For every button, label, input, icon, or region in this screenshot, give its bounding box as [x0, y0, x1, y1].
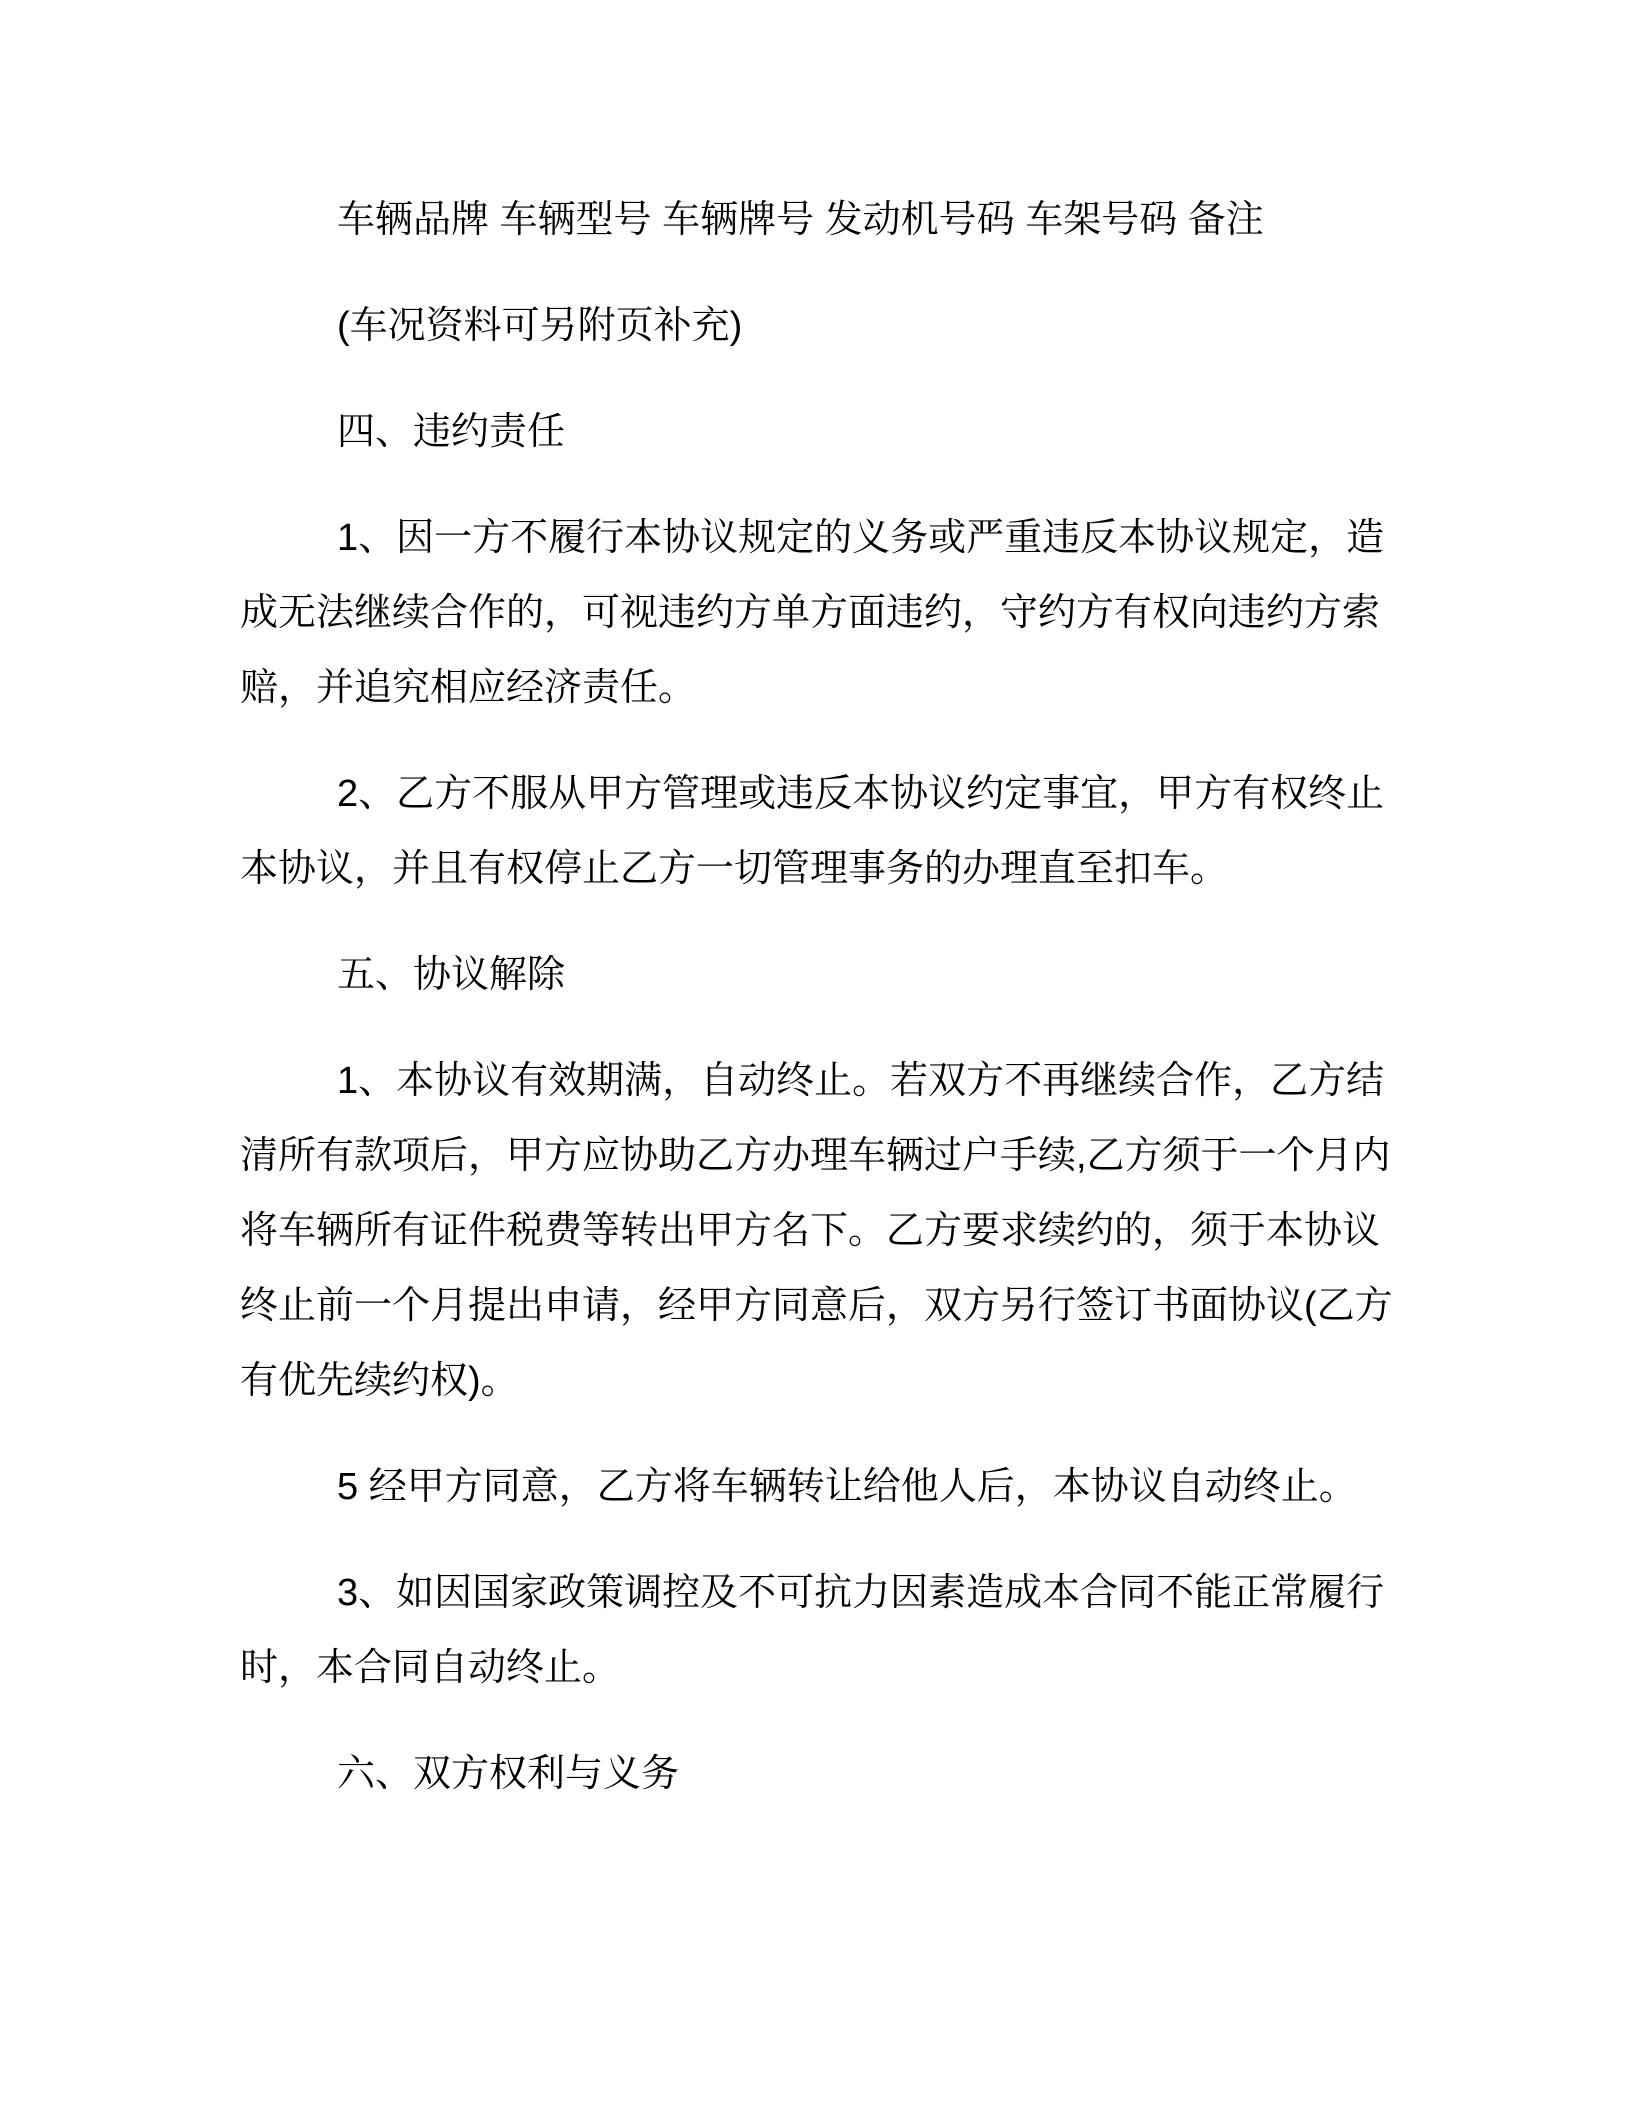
clause-termination-1	[240, 1044, 1392, 1419]
clause-line: 清所有款项后，甲方应协助乙方办理车辆过户手续,乙方须于一个月内	[240, 1135, 1391, 1177]
clause-breach-2	[240, 757, 1392, 907]
section-heading-breach-liability	[240, 395, 1392, 470]
clause-line: 将车辆所有证件税费等转出甲方名下。乙方要求续约的，须于本协议	[240, 1210, 1381, 1252]
clause-termination-3	[240, 1556, 1392, 1706]
section-heading-line: 四、违约责任	[337, 411, 566, 453]
section-heading-rights-obligations	[240, 1737, 1392, 1812]
vehicle-info-fields-line: 车辆品牌 车辆型号 车辆牌号 发动机号码 车架号码 备注	[337, 199, 1264, 241]
clause-line: 本协议，并且有权停止乙方一切管理事务的办理直至扣车。	[240, 848, 1229, 890]
section-heading-agreement-termination	[240, 938, 1392, 1013]
clause-line: 有优先续约权)。	[240, 1360, 519, 1402]
clause-line: 2、乙方不服从甲方管理或违反本协议约定事宜，甲方有权终止	[337, 773, 1385, 815]
vehicle-info-note-paragraph	[240, 289, 1392, 364]
section-heading-line: 五、协议解除	[337, 954, 566, 996]
clause-breach-1	[240, 501, 1392, 726]
clause-line: 赔，并追究相应经济责任。	[240, 667, 697, 709]
section-heading-line: 六、双方权利与义务	[337, 1753, 680, 1795]
clause-line: 终止前一个月提出申请，经甲方同意后，双方另行签订书面协议(乙方	[240, 1285, 1393, 1327]
clause-line: 3、如因国家政策调控及不可抗力因素造成本合同不能正常履行	[337, 1572, 1385, 1614]
vehicle-info-note-line: (车况资料可另附页补充)	[337, 305, 743, 347]
clause-line: 时，本合同自动终止。	[240, 1647, 621, 1689]
clause-line: 1、因一方不履行本协议规定的义务或严重违反本协议规定，造	[337, 517, 1385, 559]
vehicle-info-fields-paragraph	[240, 183, 1392, 258]
clause-line: 1、本协议有效期满，自动终止。若双方不再继续合作，乙方结	[337, 1060, 1385, 1102]
clause-termination-5	[240, 1450, 1392, 1525]
clause-line: 成无法继续合作的，可视违约方单方面违约，守约方有权向违约方索	[240, 592, 1381, 634]
clause-line: 5 经甲方同意，乙方将车辆转让给他人后，本协议自动终止。	[337, 1466, 1357, 1508]
